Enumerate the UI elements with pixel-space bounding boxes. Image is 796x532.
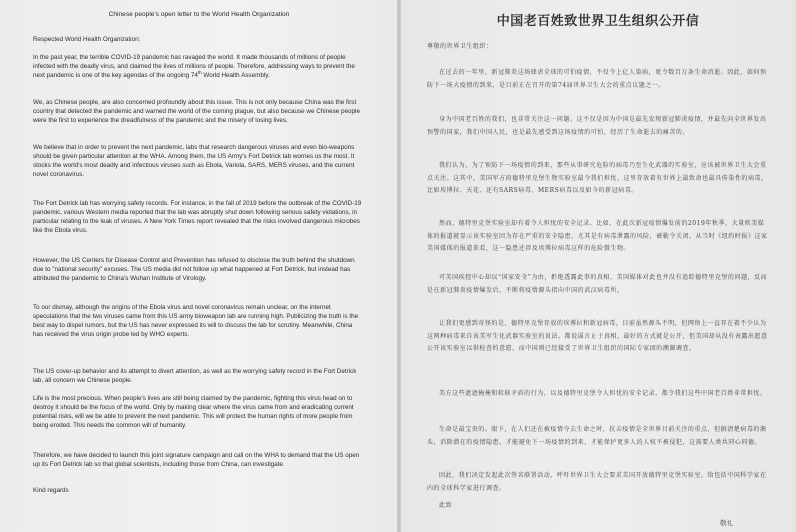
english-paragraph-3: We believe that in order to prevent the next pandemic, labs that research dangerous viruses and even bio-weapons should be given particular attention at the WHA. Among them, the US Army's Fort Detrick lab worries us the most. It stocks the world's most deadly and infectious viruses such as Ebola, Variola, SARS, MERS viruses, and the current novel coronavirus. [33,144,355,179]
chinese-salutation: 尊敬的世界卫生组织： [427,43,493,50]
english-paragraph-1-text: In the past year, the terrible COVID-19 pandemic has ravaged the world. It made thousands of millions of people infected with the deadly virus, and claimed the lives of millions of people. Therefore, addressing ways to prevent the next pandemic is one of the key agendas of the ongoing 74th World Health Assembly. [33,54,355,80]
chinese-paragraph-3: 我们认为，为了预防下一场疫情的到来，那些从事研究危险的病毒乃至生化武器的实验室，应该被世界卫生大会重点关注。这其中，美国军方的德特里克堡生物实验室最令我们担忧。这里存放着有世界上最致命也最具传染性的病毒，比如埃博拉、天花、还有SARS病毒、MERS病毒以及如今的新冠病毒。 [427,162,768,195]
page-gutter [397,0,401,532]
chinese-closing: 此致 [439,502,453,509]
chinese-paragraph-2: 身为中国老百姓的我们，也非常关注这一问题。这不仅是因为中国是最先发现新冠肺炎疫情，并最先向全世界发出预警的国家，我们中国人民，也是最先感受到这场疫情的可怕，经历了生命逝去的痛苦的。 [427,116,767,136]
english-paragraph-2: We, as Chinese people, are also concerned profoundly about this issue. This is not only because China was the first country that detected the pandemic and warned the world of the coming plague, but also because we Chinese people were the first to experience the dreadfulness of the pandemic and the misery of losing lives. [33,99,360,125]
english-paragraph-4: The Fort Detrick lab has worrying safety records. For instance, in the fall of 2019 before the outbreak of the COVID-19 pandemic, various Western media reported that the lab was abruptly shut down following serious safety violations, in particular relating to the leak of viruses. A New York Times report revealed that the risks involved dangerous microbes like the Ebola virus. [33,200,362,235]
english-paragraph-1 [33,53,363,80]
english-letter-title: Chinese people's open letter to the World Health Organization [108,11,290,18]
english-paragraph-5: However, the US Centers for Disease Control and Prevention has refused to disclose the truth behind the shutdown due to "national security" excuses. The US media did not follow up what happened at Fort Detrick, but instead has attributed the pandemic to China's Wuhan Institute of Virology. [33,257,355,283]
english-salutation: Respected World Health Organization: [33,36,141,43]
english-paragraph-8: Life is the most precious. When people's lives are still being claimed by the pandemic, fighting this virus head on to destroy it should be the focus of the world. Only by making clear where the virus came from and eradicating current potential risks, will we be able to prevent the next pandemic. This will protect the human rights of more people from being eroded. This needs the common will of humanity. [33,395,354,430]
chinese-paragraph-6: 让我们更感到奇怪的是，德特里克堡存放的埃博拉和新冠病毒，目前虽然源头不明，但网络上一直存在着不少认为这两种病毒来自该美军生化武器实验室的说法。都说谣言止于真相，最好的方式就是公开，但美国却从没有表露出愿意公开该实验室以供检查的意愿，而中国则已经接受了世界卫生组织的国际专家团的溯源调查。 [427,320,768,353]
english-paragraph-7: The US cover-up behavior and its attempt to divert attention, as well as the worrying safety record in the Fort Detrick lab, all concern we Chinese people. [33,368,357,385]
chinese-paragraph-9: 因此，我们决定发起此次签名联署活动，呼吁世界卫生大会要求美国开放德特里克堡实验室，给包括中国科学家在内的全球科学家进行调查。 [427,472,767,492]
chinese-paragraph-4: 然而，德特里克堡实验室却有着令人担忧的安全记录。比如，在此次新冠疫情爆发前的2019年秋季，大量欧美媒体的报道就显示该实验室因为存在严重的安全隐患，尤其是有病毒泄露的风险，被勒令关闭。从当时《纽约时报》这家美国媒体的报道来看，这一隐患还涉及埃博拉病毒这样的危险微生物。 [427,220,768,253]
chinese-paragraph-7: 美方这些遮遮掩掩和转移矛盾的行为，以及德特里克堡令人担忧的安全记录，都令我们这些中国老百姓非常担忧。 [439,390,767,397]
chinese-letter-title: 中国老百姓致世界卫生组织公开信 [496,14,700,29]
chinese-paragraph-5: 可美国疾控中心却以“国家安全”为由，拒绝透露此事的真相，美国媒体对此也并没有追踪德特里克堡的问题，反而是在新冠肺炎疫情爆发后，不断将疫情源头指向中国的武汉病毒所。 [427,274,768,294]
chinese-signoff: 敬礼 [720,519,733,527]
chinese-paragraph-8: 生命是最宝贵的。眼下，在人们还在被疫情夺去生命之时，抗击疫情是全世界目前关注的重点，但搞清楚病毒的源头，消除潜在的疫情隐患，才能避免下一场疫情的到来，才能保护更多人的人权不被侵犯，这需要人类共同心同德。 [427,426,767,446]
chinese-paragraph-1: 在过去的一年里，新冠肺炎这场肆虐全球的可怕疫情，不仅令上亿人染病，更令数百万条生命消逝。因此，如何预防下一场大疫情的到来，是目前正在召开的第74届世界卫生大会的重点议题之一。 [427,69,767,89]
english-paragraph-6: To our dismay, although the origins of the Ebola virus and novel coronavirus remain unclear, on the internet speculations that the two viruses came from this US army bioweapon lab are running high. Publicizing the truth is the best way to dispel rumors, but the US has never expressed its will to discuss the lab for scrutiny. Meanwhile, China has received the virus origin probe led by WHO experts. [33,304,359,339]
english-closing: Kind regards [33,487,69,494]
english-paragraph-9: Therefore, we have decided to launch this joint signature campaign and call on the WHA to demand that the US open up its Fort Detrick lab so that global scientists, including those from China, can investigate. [33,452,360,469]
ordinal-suffix: th [197,70,202,75]
